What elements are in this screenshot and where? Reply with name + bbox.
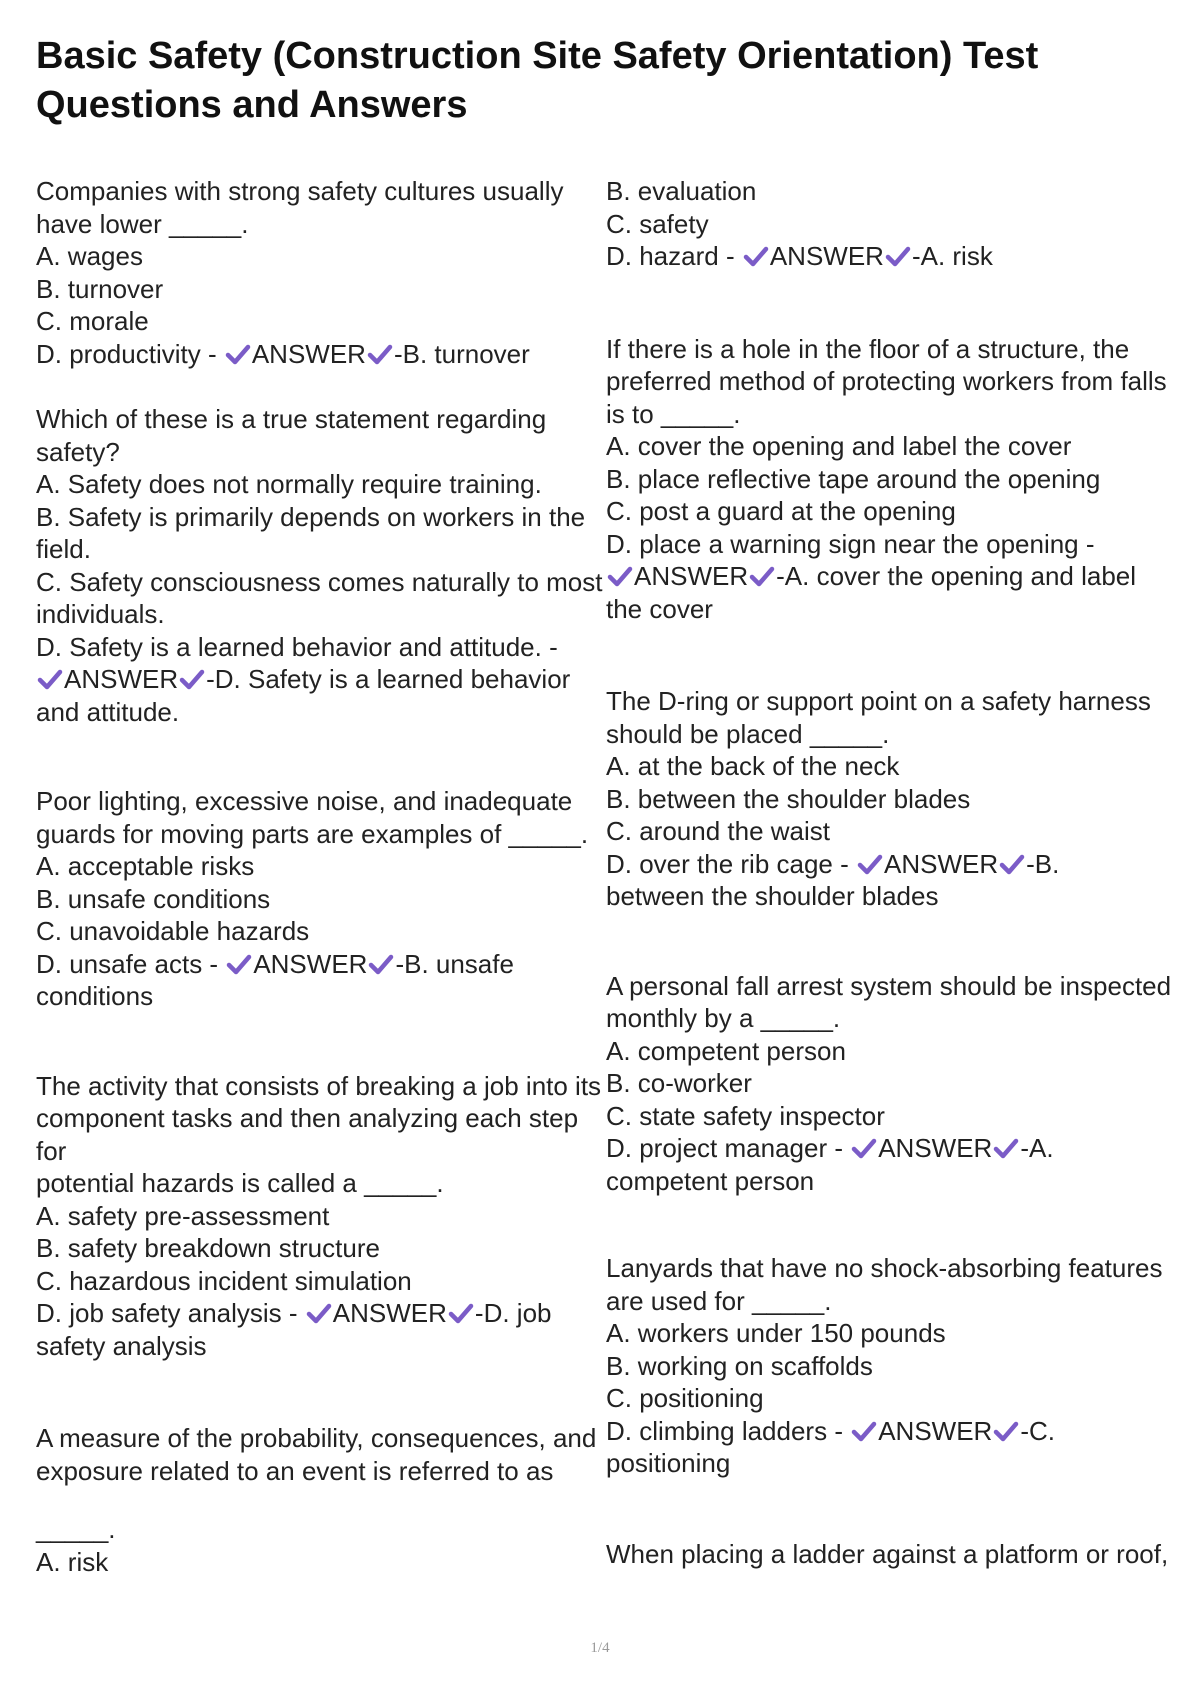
answer-label: ANSWER <box>251 338 366 369</box>
answer-label: ANSWER <box>878 1133 993 1163</box>
left-column <box>36 175 606 1578</box>
page-number: 1/4 <box>590 1640 610 1656</box>
question-text: _____. <box>36 1514 116 1544</box>
answer-option: C. morale <box>36 306 149 336</box>
question-text: If there is a hole in the floor of a structure, the <box>606 333 1130 364</box>
checkmark-icon <box>748 564 776 590</box>
correct-answer-continued: conditions <box>36 981 154 1011</box>
answer-key <box>36 948 606 981</box>
correct-answer-continued: positioning <box>606 1448 731 1478</box>
answer-option: C. around the waist <box>606 816 831 846</box>
checkmark-icon <box>998 852 1026 878</box>
answer-key <box>36 663 606 696</box>
checkmark-icon <box>850 1136 878 1162</box>
answer-option: A. acceptable risks <box>36 851 255 881</box>
answer-option: A. risk <box>36 1546 109 1577</box>
checkmark-icon <box>366 342 394 368</box>
option-d-text: D. climbing ladders - <box>606 1415 851 1446</box>
answer-key <box>36 1297 606 1330</box>
answer-option: field. <box>36 534 91 564</box>
checkmark-icon <box>742 244 770 270</box>
answer-option: individuals. <box>36 599 165 629</box>
checkmark-icon <box>884 244 912 270</box>
answer-option: B. unsafe conditions <box>36 883 271 914</box>
option-d-text: D. hazard - <box>606 241 742 271</box>
correct-answer: -A. <box>1020 1133 1054 1163</box>
answer-option: A. wages <box>36 241 143 271</box>
option-d-text: D. project manager - <box>606 1133 851 1163</box>
answer-option: B. place reflective tape around the opening <box>606 463 1101 494</box>
correct-answer-continued: the cover <box>606 593 713 624</box>
question-text: Companies with strong safety cultures usually <box>36 176 564 206</box>
question-text: for <box>36 1135 67 1166</box>
question-block <box>36 403 606 728</box>
question-block <box>36 1070 606 1363</box>
answer-option: C. post a guard at the opening <box>606 496 956 526</box>
question-text: potential hazards is called a _____. <box>36 1168 444 1198</box>
correct-answer: -D. Safety is a learned behavior <box>206 664 571 694</box>
answer-key <box>606 560 1176 593</box>
question-block <box>606 1252 1176 1480</box>
checkmark-icon <box>305 1301 333 1327</box>
question-text: A measure of the probability, consequences, and <box>36 1423 597 1453</box>
answer-option: A. cover the opening and label the cover <box>606 431 1072 461</box>
correct-answer: -B. turnover <box>393 338 530 369</box>
answer-option: C. positioning <box>606 1383 764 1413</box>
question-text: exposure related to an event is referred to as <box>36 1455 554 1486</box>
answer-key <box>606 1415 1176 1448</box>
answer-option: C. state safety inspector <box>606 1100 885 1131</box>
answer-label: ANSWER <box>64 664 179 694</box>
answer-option: C. Safety consciousness comes naturally to most <box>36 566 603 597</box>
question-text: Which of these is a true statement regarding <box>36 404 547 434</box>
checkmark-icon <box>856 852 884 878</box>
checkmark-icon <box>225 952 253 978</box>
question-text: When placing a ladder against a platform or roof, <box>606 1538 1169 1569</box>
correct-answer: -B. <box>1026 848 1060 879</box>
question-text: safety? <box>36 436 120 467</box>
answer-option: D. Safety is a learned behavior and attitude. - <box>36 631 558 662</box>
checkmark-icon <box>178 667 206 693</box>
question-text: Poor lighting, excessive noise, and inadequate <box>36 786 573 816</box>
correct-answer-continued: safety analysis <box>36 1330 207 1361</box>
checkmark-icon <box>224 342 252 368</box>
answer-label: ANSWER <box>634 561 749 591</box>
answer-option: C. unavoidable hazards <box>36 916 310 946</box>
answer-label: ANSWER <box>332 1298 447 1328</box>
answer-option: B. co-worker <box>606 1068 752 1098</box>
page-title: Basic Safety (Construction Site Safety Orientation) Test Questions and Answers <box>36 35 1039 126</box>
answer-option: C. safety <box>606 208 709 239</box>
answer-key <box>36 338 606 371</box>
checkmark-icon <box>606 564 634 590</box>
answer-option: A. safety pre-assessment <box>36 1200 330 1231</box>
correct-answer-continued: competent person <box>606 1165 815 1196</box>
answer-option: B. turnover <box>36 273 164 304</box>
question-block <box>606 970 1176 1198</box>
question-block <box>606 1538 1176 1571</box>
checkmark-icon <box>36 667 64 693</box>
correct-answer: -D. job <box>474 1298 552 1328</box>
question-text <box>36 1487 606 1513</box>
checkmark-icon <box>992 1419 1020 1445</box>
answer-option: C. hazardous incident simulation <box>36 1265 412 1296</box>
answer-label: ANSWER <box>769 241 884 271</box>
answer-option: A. Safety does not normally require training. <box>36 469 542 499</box>
option-d-text: D. over the rib cage - <box>606 848 856 879</box>
answer-option: A. at the back of the neck <box>606 751 900 781</box>
answer-option: B. evaluation <box>606 176 757 206</box>
checkmark-icon <box>447 1301 475 1327</box>
question-text: are used for _____. <box>606 1285 832 1316</box>
question-block <box>36 1422 606 1578</box>
answer-key <box>606 848 1176 881</box>
answer-option: D. place a warning sign near the opening - <box>606 528 1095 559</box>
answer-label: ANSWER <box>253 948 368 979</box>
answer-key <box>606 1132 1176 1165</box>
question-text: is to _____. <box>606 398 741 429</box>
question-text: The activity that consists of breaking a job into its <box>36 1070 602 1101</box>
question-text: have lower _____. <box>36 208 249 239</box>
answer-option: A. competent person <box>606 1035 846 1066</box>
question-text: monthly by a _____. <box>606 1003 841 1033</box>
question-block <box>36 785 606 1013</box>
answer-option: A. workers under 150 pounds <box>606 1318 946 1348</box>
checkmark-icon <box>367 952 395 978</box>
question-block <box>606 333 1176 626</box>
answer-label: ANSWER <box>884 848 999 879</box>
correct-answer: -B. unsafe <box>395 948 514 979</box>
correct-answer-continued: between the shoulder blades <box>606 881 939 911</box>
question-text: guards for moving parts are examples of _____. <box>36 818 589 849</box>
answer-option: B. between the shoulder blades <box>606 783 971 814</box>
correct-answer: -C. <box>1020 1415 1055 1446</box>
option-d-text: D. productivity - <box>36 338 224 369</box>
correct-answer-continued: and attitude. <box>36 696 180 727</box>
correct-answer: -A. cover the opening and label <box>776 561 1137 591</box>
checkmark-icon <box>992 1136 1020 1162</box>
answer-option: B. safety breakdown structure <box>36 1233 380 1263</box>
answer-option: B. working on scaffolds <box>606 1350 873 1381</box>
question-block <box>606 175 1176 273</box>
question-text: A personal fall arrest system should be inspected <box>606 970 1172 1001</box>
question-block <box>606 685 1176 913</box>
question-block <box>36 175 606 370</box>
question-text: preferred method of protecting workers from falls <box>606 366 1167 396</box>
right-column <box>606 175 1176 1570</box>
answer-label: ANSWER <box>878 1415 993 1446</box>
question-text: component tasks and then analyzing each step <box>36 1103 579 1133</box>
question-text: The D-ring or support point on a safety harness <box>606 686 1151 716</box>
option-d-text: D. unsafe acts - <box>36 948 226 979</box>
option-d-text: D. job safety analysis - <box>36 1298 305 1328</box>
answer-key <box>606 240 1176 273</box>
question-text: Lanyards that have no shock-absorbing features <box>606 1253 1163 1283</box>
question-text: should be placed _____. <box>606 718 890 749</box>
correct-answer: -A. risk <box>911 241 993 271</box>
answer-option: B. Safety is primarily depends on workers in the <box>36 501 586 532</box>
checkmark-icon <box>850 1419 878 1445</box>
